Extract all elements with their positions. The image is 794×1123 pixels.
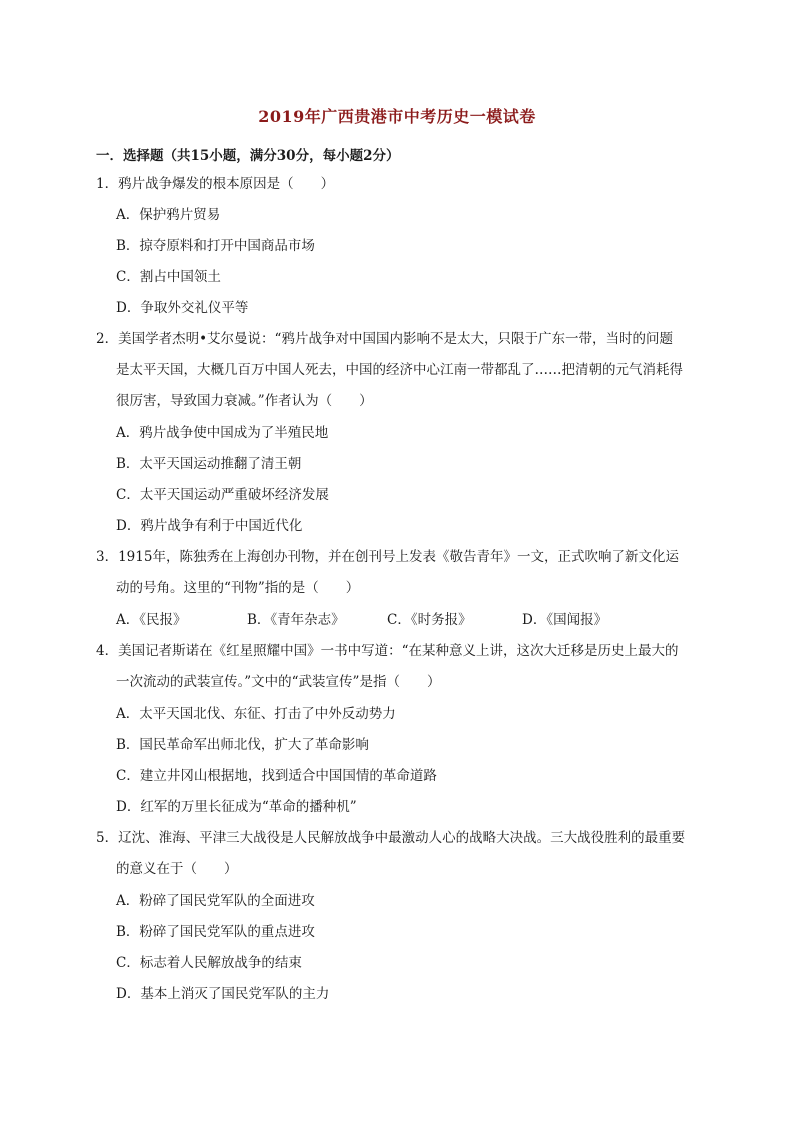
question-1-option-a: A．保护鸦片贸易 <box>116 207 221 223</box>
question-1-option-c: C．割占中国领土 <box>116 269 221 285</box>
question-4-option-b: B．国民革命军出师北伐，扩大了革命影响 <box>116 737 369 753</box>
question-1-option-d: D．争取外交礼仪平等 <box>116 300 249 316</box>
question-2-option-a: A．鸦片战争使中国成为了半殖民地 <box>116 425 329 441</box>
question-2-option-c: C．太平天国运动严重破坏经济发展 <box>116 487 329 503</box>
question-3-option-c: C．《时务报》 <box>387 612 472 628</box>
question-4-option-c: C．建立井冈山根据地，找到适合中国国情的革命道路 <box>116 768 437 784</box>
question-2-stem-line-1: 2．美国学者杰明•艾尔曼说：“鸦片战争对中国国内影响不是太大，只限于广东一带，当时的问题 <box>96 331 673 347</box>
question-5-stem-line-2: 的意义在于（ ） <box>116 861 238 877</box>
question-3-option-b: B．《青年杂志》 <box>247 612 345 628</box>
question-5-stem-line-1: 5．辽沈、淮海、平津三大战役是人民解放战争中最激动人心的战略大决战。三大战役胜利的最重要 <box>96 830 686 846</box>
question-2-option-d: D．鸦片战争有利于中国近代化 <box>116 518 303 534</box>
question-3-option-d: D．《国闻报》 <box>522 612 608 628</box>
question-4-option-a: A．太平天国北伐、东征、打击了中外反动势力 <box>116 706 396 722</box>
question-4-stem-line-1: 4．美国记者斯诺在《红星照耀中国》一书中写道：“在某种意义上讲，这次大迁移是历史上最大的 <box>96 643 679 659</box>
question-1-stem: 1．鸦片战争爆发的根本原因是（ ） <box>96 176 335 192</box>
question-3-option-a: A．《民报》 <box>116 612 187 628</box>
question-5-option-a: A．粉碎了国民党军队的全面进攻 <box>116 893 315 909</box>
question-4-option-d: D．红军的万里长征成为“革命的播种机” <box>116 799 357 815</box>
question-5-option-d: D．基本上消灭了国民党军队的主力 <box>116 986 330 1002</box>
question-3-stem-line-1: 3．1915年，陈独秀在上海创办刊物，并在创刊号上发表《敬告青年》一文，正式吹响了新文化运 <box>96 549 679 565</box>
exam-title: 2019年广西贵港市中考历史一模试卷 <box>258 107 536 126</box>
question-2-stem-line-2: 是太平天国，大概几百万中国人死去，中国的经济中心江南一带都乱了……把清朝的元气消耗得 <box>116 362 683 378</box>
question-1-option-b: B．掠夺原料和打开中国商品市场 <box>116 238 315 254</box>
section-heading: 一．选择题（共15小题，满分30分，每小题2分） <box>96 148 400 164</box>
question-5-option-c: C．标志着人民解放战争的结束 <box>116 955 302 971</box>
question-2-stem-line-3: 很厉害，导致国力衰减。”作者认为（ ） <box>116 393 373 409</box>
question-2-option-b: B．太平天国运动推翻了清王朝 <box>116 456 302 472</box>
question-4-stem-line-2: 一次流动的武装宣传。”文中的“武装宣传”是指（ ） <box>116 674 441 690</box>
question-5-option-b: B．粉碎了国民党军队的重点进攻 <box>116 924 315 940</box>
question-3-stem-line-2: 动的号角。这里的“刊物”指的是（ ） <box>116 580 360 596</box>
